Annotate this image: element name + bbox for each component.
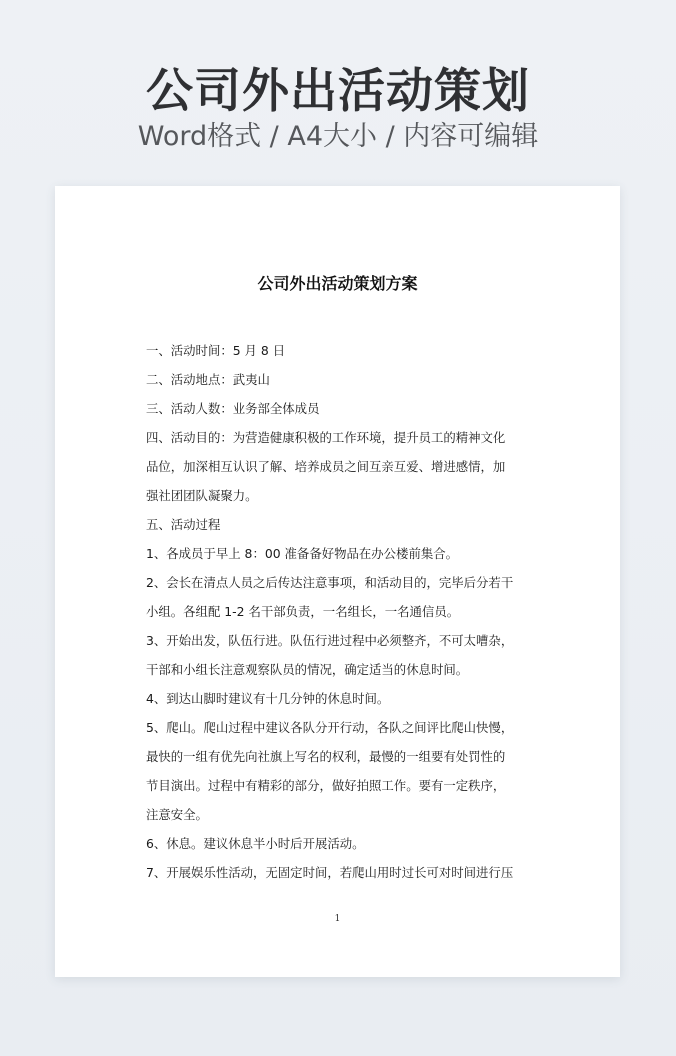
body-line: 3、开始出发，队伍行进。队伍行进过程中必须整齐，不可太嘈杂， [146,633,514,648]
body-line: 五、活动过程 [146,517,221,532]
body-line: 注意安全。 [146,807,208,822]
body-line: 最快的一组有优先向社旗上写名的权利，最慢的一组要有处罚性的 [146,749,506,764]
body-line: 干部和小组长注意观察队员的情况，确定适当的休息时间。 [146,662,469,677]
page-number: 1 [334,914,341,924]
body-line: 强社团团队凝聚力。 [146,488,258,503]
body-line: 5、爬山。爬山过程中建议各队分开行动，各队之间评比爬山快慢， [146,720,514,735]
body-line: 2、会长在清点人员之后传达注意事项，和活动目的，完毕后分若干 [146,575,514,590]
document-title: 公司外出活动策划方案 [257,274,418,293]
body-line: 品位，加深相互认识了解、培养成员之间互亲互爱、增进感情，加 [146,459,506,474]
document-body [146,336,531,887]
body-line: 二、活动地点：武夷山 [146,372,270,387]
body-line: 6、休息。建议休息半小时后开展活动。 [146,836,365,851]
body-line: 4、到达山脚时建议有十几分钟的休息时间。 [146,691,390,706]
document-page [55,186,620,977]
body-line: 节目演出。过程中有精彩的部分，做好拍照工作。要有一定秩序， [146,778,506,793]
body-line: 7、开展娱乐性活动，无固定时间，若爬山用时过长可对时间进行压 [146,865,514,880]
body-line: 1、各成员于早上 8：00 准备备好物品在办公楼前集合。 [146,546,459,561]
body-line: 四、活动目的：为营造健康积极的工作环境，提升员工的精神文化 [146,430,506,445]
body-line: 一、活动时间：5 月 8 日 [146,343,286,358]
body-line: 三、活动人数：业务部全体成员 [146,401,320,416]
body-line: 小组。各组配 1-2 名干部负责，一名组长，一名通信员。 [146,604,460,619]
banner-title: 公司外出活动策划 [146,64,530,119]
banner-subtitle: Word格式 / A4大小 / 内容可编辑 [137,121,539,152]
